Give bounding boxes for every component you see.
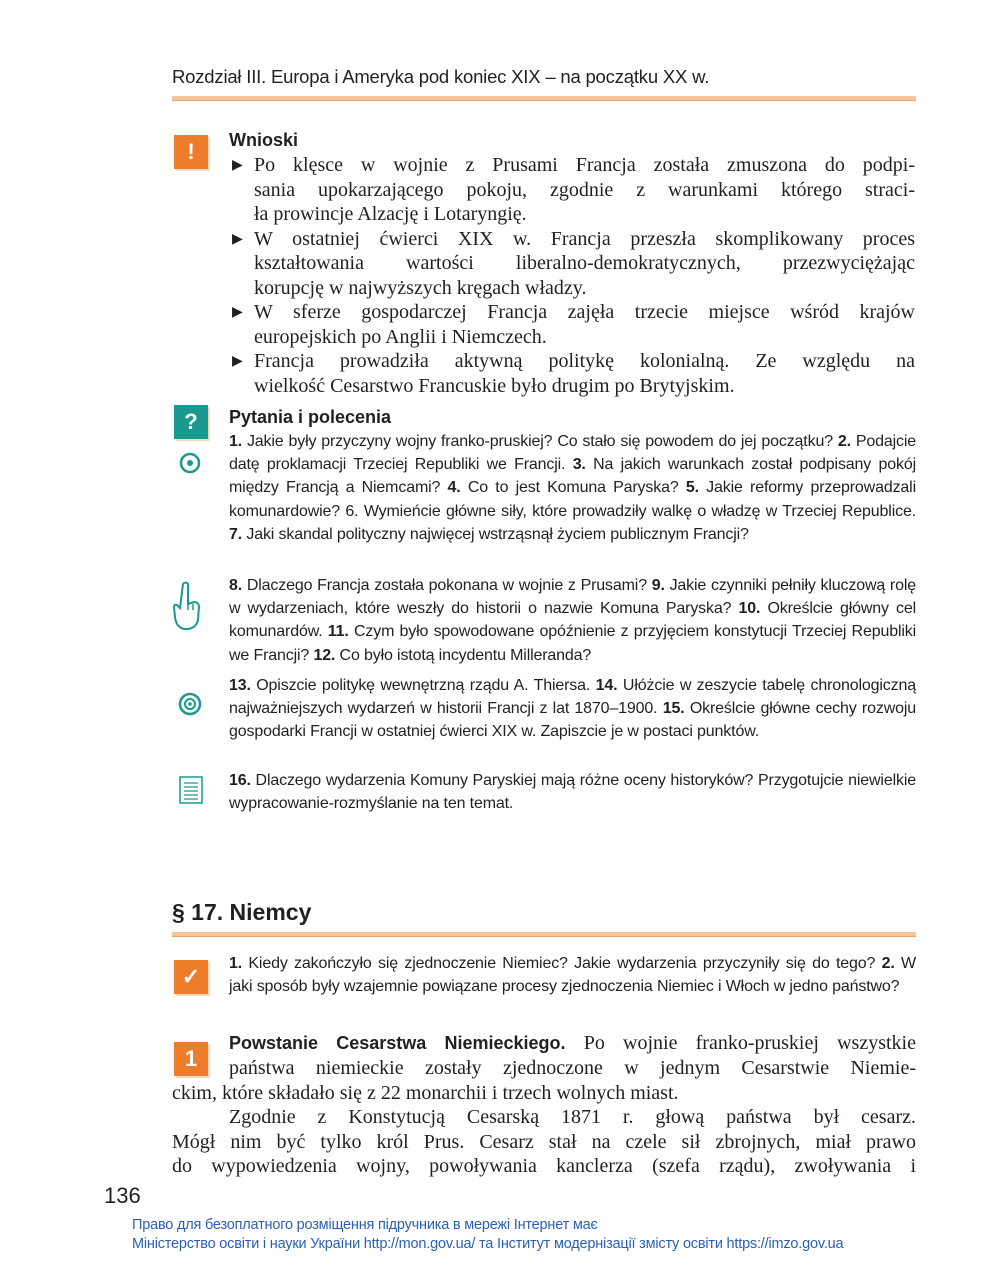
question-text: Podajcie datę proklamacji Trzeciej Republiki we Francji. xyxy=(229,433,916,474)
bullet-arrow-icon: ▶ xyxy=(232,158,243,173)
body-line xyxy=(229,1105,916,1130)
conclusion-line: sania upokarzającego pokoju, zgodnie z warunkami którego straci- xyxy=(254,178,915,201)
bullet-arrow-icon: ▶ xyxy=(232,305,243,320)
question-text: Dlaczego Francja została pokonana w wojnie z Prusami? xyxy=(242,577,652,594)
section-title: § 17. Niemcy xyxy=(172,899,312,925)
body-line xyxy=(172,1130,916,1155)
check-icon: ✓ xyxy=(174,960,208,994)
questions-group-analysis xyxy=(229,574,916,667)
question-number: 8. xyxy=(229,577,243,594)
page-number: 136 xyxy=(104,1183,141,1208)
target-small-icon xyxy=(178,451,202,480)
target-large-icon xyxy=(177,691,203,722)
question-text: Ułóżcie w zeszycie tabelę chronologiczną najważniejszych wydarzeń w historii Francji z lat 1870–1900. xyxy=(229,677,916,718)
conclusion-line: europejskich po Anglii i Niemczech. xyxy=(254,325,547,348)
question-text: Na jakich warunkach został podpisany pokój między Francją a Niemcami? xyxy=(229,456,916,497)
question-text: Dlaczego wydarzenia Komuny Paryskiej mają różne oceny historyków? Przygotujcie niewielkie wypracowanie-rozmyślanie na ten temat. xyxy=(229,772,916,813)
footer-license-line-2: Міністерство освіти і науки України http://mon.gov.ua/ та Інститут модернізації змісту освіти https://imzo.gov.ua xyxy=(132,1236,844,1252)
question-text: Jaki skandal polityczny najwięcej wstrząsnął życiem publicznym Francji? xyxy=(242,525,749,543)
bullet-arrow-icon: ▶ xyxy=(232,231,243,247)
bullet-arrow-icon: ▶ xyxy=(232,354,243,369)
conclusion-line: Francja prowadziła aktywną politykę kolonialną. Ze względu na xyxy=(254,350,915,372)
conclusion-line: wielkość Cesarstwo Francuskie było drugim po Brytyjskim. xyxy=(254,374,735,397)
conclusion-line: Po klęsce w wojnie z Prusami Francja została zmuszona do podpi- xyxy=(254,154,915,176)
subsection-number-badge: 1 xyxy=(174,1042,208,1076)
conclusion-line: W ostatniej ćwierci XIX w. Francja przeszła skomplikowany proces xyxy=(254,227,915,250)
body-line xyxy=(229,1056,916,1081)
hand-pointing-icon xyxy=(170,580,204,637)
question-number: 5. xyxy=(685,479,699,497)
questions-title: Pytania i polecenia xyxy=(229,407,392,427)
conclusion-line: W sferze gospodarczej Francja zajęła trzecie miejsce wśród krajów xyxy=(254,301,915,323)
question-number: 12. xyxy=(313,646,336,664)
question-number: 14. xyxy=(595,677,618,694)
section-divider xyxy=(172,932,916,937)
question-text: Określcie główny cel komunardów. xyxy=(229,600,917,641)
conclusions-list xyxy=(232,153,915,398)
subsection-title: Powstanie Cesarstwa Niemieckiego. xyxy=(229,1033,566,1053)
question-number: 13. xyxy=(229,677,251,694)
question-text: Jakie czynniki pełniły kluczową rolę w wydarzeniach, które weszły do historii o nazwie Komuna Paryska? xyxy=(229,577,916,618)
body-line xyxy=(172,1154,916,1179)
question-text: Jakie były przyczyny wojny franko-pruskiej? Co stało się powodem do jej początku? xyxy=(242,433,838,450)
question-number: 9. xyxy=(651,577,665,594)
body-text: Po wojnie franko-pruskiej wszystkie xyxy=(565,1032,916,1054)
body-line xyxy=(229,1031,916,1056)
conclusion-line: kształtowania wartości liberalno-demokratycznych, przezwyciężając xyxy=(254,252,915,274)
question-number: 15. xyxy=(662,700,685,718)
conclusion-item xyxy=(232,349,915,398)
question-number: 10. xyxy=(738,600,761,618)
question-icon: ? xyxy=(174,405,208,439)
question-number: 7. xyxy=(229,525,243,543)
footer-license-line-1: Право для безоплатного розміщення підручника в мережі Інтернет має xyxy=(132,1217,598,1233)
body-text: ckim, które składało się z 22 monarchii i trzech wolnych miast. xyxy=(172,1082,679,1104)
document-icon xyxy=(178,775,204,810)
question-number: 1. xyxy=(229,433,243,450)
body-text: państwa niemieckie zostały zjednoczone w jednym Cesarstwie Niemie- xyxy=(229,1057,916,1079)
conclusion-line: ła prowincje Alzację i Lotaryngię. xyxy=(254,203,527,225)
body-text: do wypowiedzenia wojny, powoływania kanclerza (szefa rządu), zwoływania i xyxy=(172,1155,916,1177)
body-text: Mógł nim być tylko król Prus. Cesarz stał na czele sił zbrojnych, miał prawo xyxy=(172,1131,916,1153)
questions-group-essay xyxy=(229,769,916,815)
conclusion-item xyxy=(232,227,915,301)
question-number: 11. xyxy=(327,623,349,641)
question-number: 2. xyxy=(881,955,895,972)
chapter-header: Rozdział III. Europa i Ameryka pod koniec XIX – na początku XX w. xyxy=(172,66,710,87)
section-intro-questions xyxy=(229,952,916,998)
questions-group-basic xyxy=(229,430,916,546)
body-text: Zgodnie z Konstytucją Cesarską 1871 r. głową państwa był cesarz. xyxy=(229,1106,916,1128)
question-text: Opiszcie politykę wewnętrzną rządu A. Thiersa. xyxy=(250,677,596,694)
conclusion-line: korupcję w najwyższych kręgach władzy. xyxy=(254,276,587,299)
conclusions-title: Wnioski xyxy=(229,130,299,150)
conclusion-item xyxy=(232,153,915,227)
question-number: 16. xyxy=(229,772,251,789)
question-text: Co to jest Komuna Paryska? xyxy=(460,479,686,497)
question-number: 1. xyxy=(229,955,243,972)
question-number: 3. xyxy=(572,456,586,474)
question-text: Co było istotą incydentu Milleranda? xyxy=(335,646,592,664)
exclamation-icon: ! xyxy=(174,135,208,169)
header-divider xyxy=(172,96,916,101)
question-text: Czym było spowodowane opóźnienie z przyjęciem konstytucji Trzeciej Republiki we Francji? xyxy=(229,623,917,664)
question-text: Kiedy zakończyło się zjednoczenie Niemiec? Jakie wydarzenia przyczyniły się do tego? xyxy=(242,955,882,972)
question-number: 2. xyxy=(837,433,851,450)
question-text: Określcie główne cechy rozwoju gospodarki Francji w ostatniej ćwierci XIX w. Zapiszcie je w postaci punktów. xyxy=(229,700,916,741)
question-text: W jaki sposób były wzajemnie powiązane procesy zjednoczenia Niemiec i Włoch w jedno państwo? xyxy=(229,955,917,996)
conclusion-item xyxy=(232,300,915,349)
questions-group-tasks xyxy=(229,674,916,744)
body-line xyxy=(172,1081,916,1106)
question-text: Jakie reformy przeprowadzali komunardowie? 6. Wymieńcie główne siły, które prowadziły walkę o władzę w Trzeciej Republice. xyxy=(229,479,916,520)
question-number: 4. xyxy=(447,479,461,497)
